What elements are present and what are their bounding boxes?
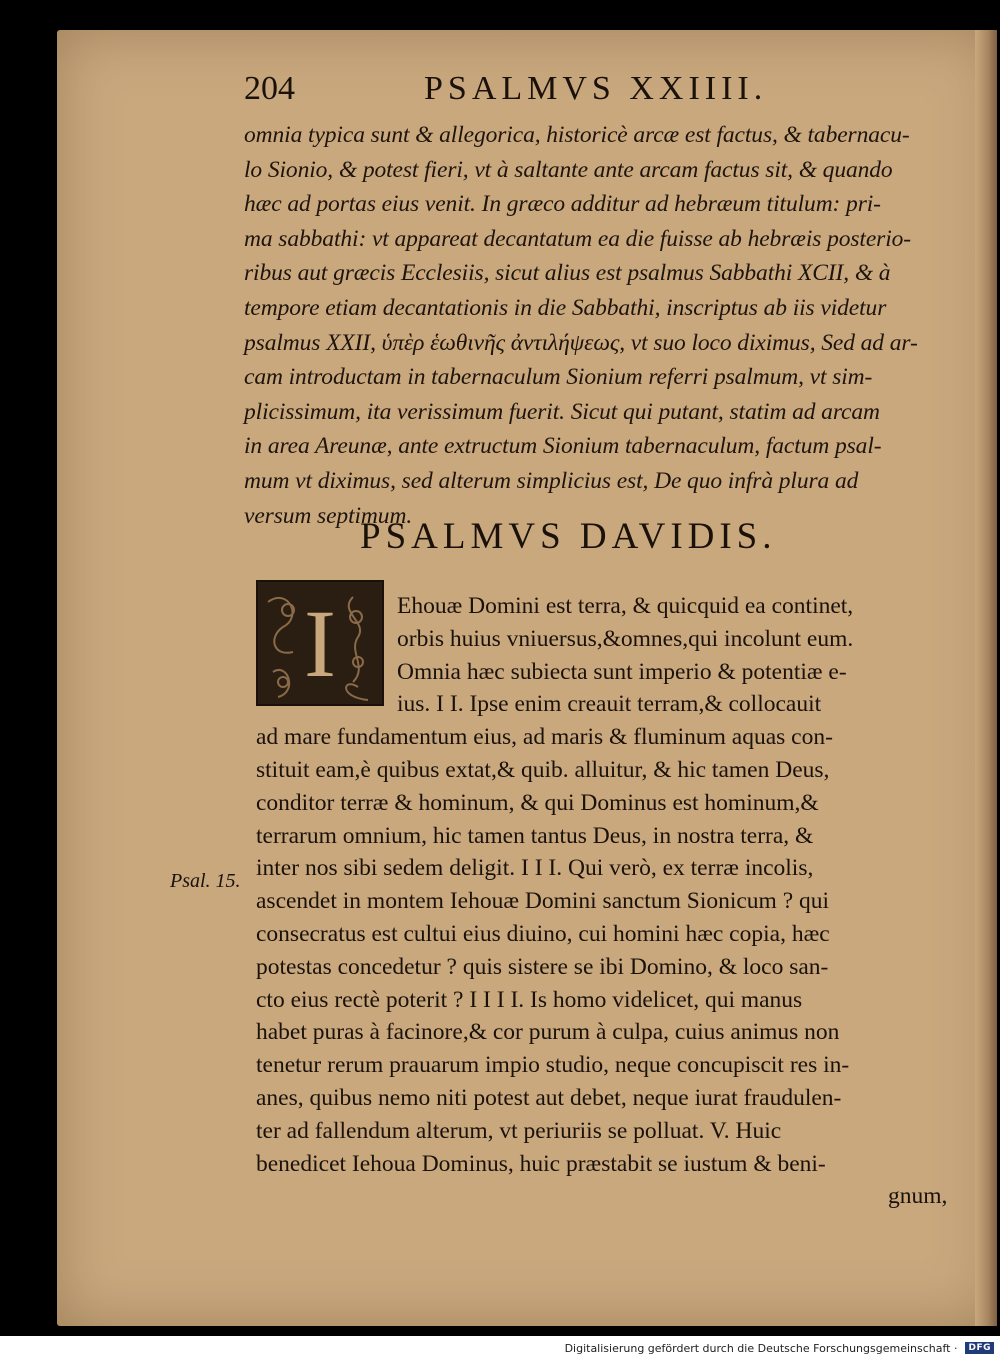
commentary-line: hæc ad portas eius venit. In græco additur ad hebræum titulum: pri- xyxy=(244,191,881,218)
psalm-line: anes, quibus nemo niti potest aut debet, neque iurat fraudulen- xyxy=(256,1084,842,1111)
commentary-line: ribus aut græcis Ecclesiis, sicut alius est psalmus Sabbathi XCII, & à xyxy=(244,260,891,287)
psalm-line: ascendet in montem Iehouæ Domini sanctum Sionicum ? qui xyxy=(256,888,830,915)
initial-letter: I xyxy=(304,589,336,697)
page-number: 204 xyxy=(244,70,295,107)
psalm-line: conditor terræ & hominum, & qui Dominus est hominum,& xyxy=(256,789,819,816)
dfg-logo-icon[interactable]: DFG xyxy=(965,1342,994,1354)
psalm-line: Ehouæ Domini est terra, & quicquid ea continet, xyxy=(397,593,854,619)
page-header xyxy=(244,70,834,114)
commentary-line: mum vt diximus, sed alterum simplicius est, De quo infrà plura ad xyxy=(244,467,859,494)
commentary-line: ma sabbathi: vt appareat decantatum ea die fuisse ab hebræis posterio- xyxy=(244,225,912,252)
commentary-block xyxy=(244,118,964,533)
running-title: PSALMVS XXIIII. xyxy=(424,70,768,107)
commentary-line: tempore etiam decantationis in die Sabbathi, inscriptus ab iis videtur xyxy=(244,294,887,321)
psalm-text xyxy=(256,590,976,1213)
commentary-line: plicissimum, ita verissimum fuerit. Sicut qui putant, statim ad arcam xyxy=(244,398,880,425)
commentary-line: psalmus XXII, ὑπὲρ ἑωθινῆς ἀντιλήψεως, vt suo loco diximus, Sed ad ar- xyxy=(244,329,918,356)
psalm-line: consecratus est cultui eius diuino, cui homini hæc copia, hæc xyxy=(256,920,830,947)
psalm-title: PSALMVS DAVIDIS. xyxy=(360,516,777,557)
psalm-line: terrarum omnium, hic tamen tantus Deus, in nostra terra, & xyxy=(256,822,814,849)
psalm-line: stituit eam,è quibus extat,& quib. alluitur, & hic tamen Deus, xyxy=(256,756,830,783)
psalm-line: ter ad fallendum alterum, vt periuriis se polluat. V. Huic xyxy=(256,1117,782,1144)
psalm-line: ad mare fundamentum eius, ad maris & fluminum aquas con- xyxy=(256,724,833,751)
psalm-line: orbis huius vniuersus,&omnes,qui incolunt eum. xyxy=(397,625,854,652)
footer-credit: Digitalisierung gefördert durch die Deutsche Forschungsgemeinschaft · xyxy=(564,1341,958,1355)
commentary-line: cam introductam in tabernaculum Sionium referri psalmum, vt sim- xyxy=(244,364,873,391)
commentary-line: versum septimum. xyxy=(244,502,413,529)
commentary-line: lo Sionio, & potest fieri, vt à saltante ante arcam factus sit, & quando xyxy=(244,156,893,183)
psalm-line: benedicet Iehoua Dominus, huic præstabit se iustum & beni- xyxy=(256,1150,826,1177)
psalm-line: habet puras à facinore,& cor purum à culpa, cuius animus non xyxy=(256,1019,840,1046)
page-gutter-shadow xyxy=(975,30,997,1326)
psalm-line: tenetur rerum prauarum impio studio, neque concupiscit res in- xyxy=(256,1052,850,1079)
psalm-line: cto eius rectè poterit ? I I I I. Is homo videlicet, qui manus xyxy=(256,986,803,1013)
commentary-line: in area Areunæ, ante extructum Sionium tabernaculum, factum psal- xyxy=(244,433,882,460)
psalm-line: potestas concedetur ? quis sistere se ibi Domino, & loco san- xyxy=(256,953,829,980)
psalm-line: ius. I I. Ipse enim creauit terram,& collocauit xyxy=(397,691,822,718)
psalm-line: gnum, xyxy=(888,1183,948,1210)
psalm-line: inter nos sibi sedem deligit. I I I. Qui verò, ex terræ incolis, xyxy=(256,855,814,882)
margin-note: Psal. 15. xyxy=(170,870,241,892)
psalm-line: Omnia hæc subiecta sunt imperio & potentiæ e- xyxy=(397,658,847,685)
digitization-footer xyxy=(0,1336,1000,1360)
commentary-line: omnia typica sunt & allegorica, historicè arcæ est factus, & tabernacu- xyxy=(244,122,910,148)
